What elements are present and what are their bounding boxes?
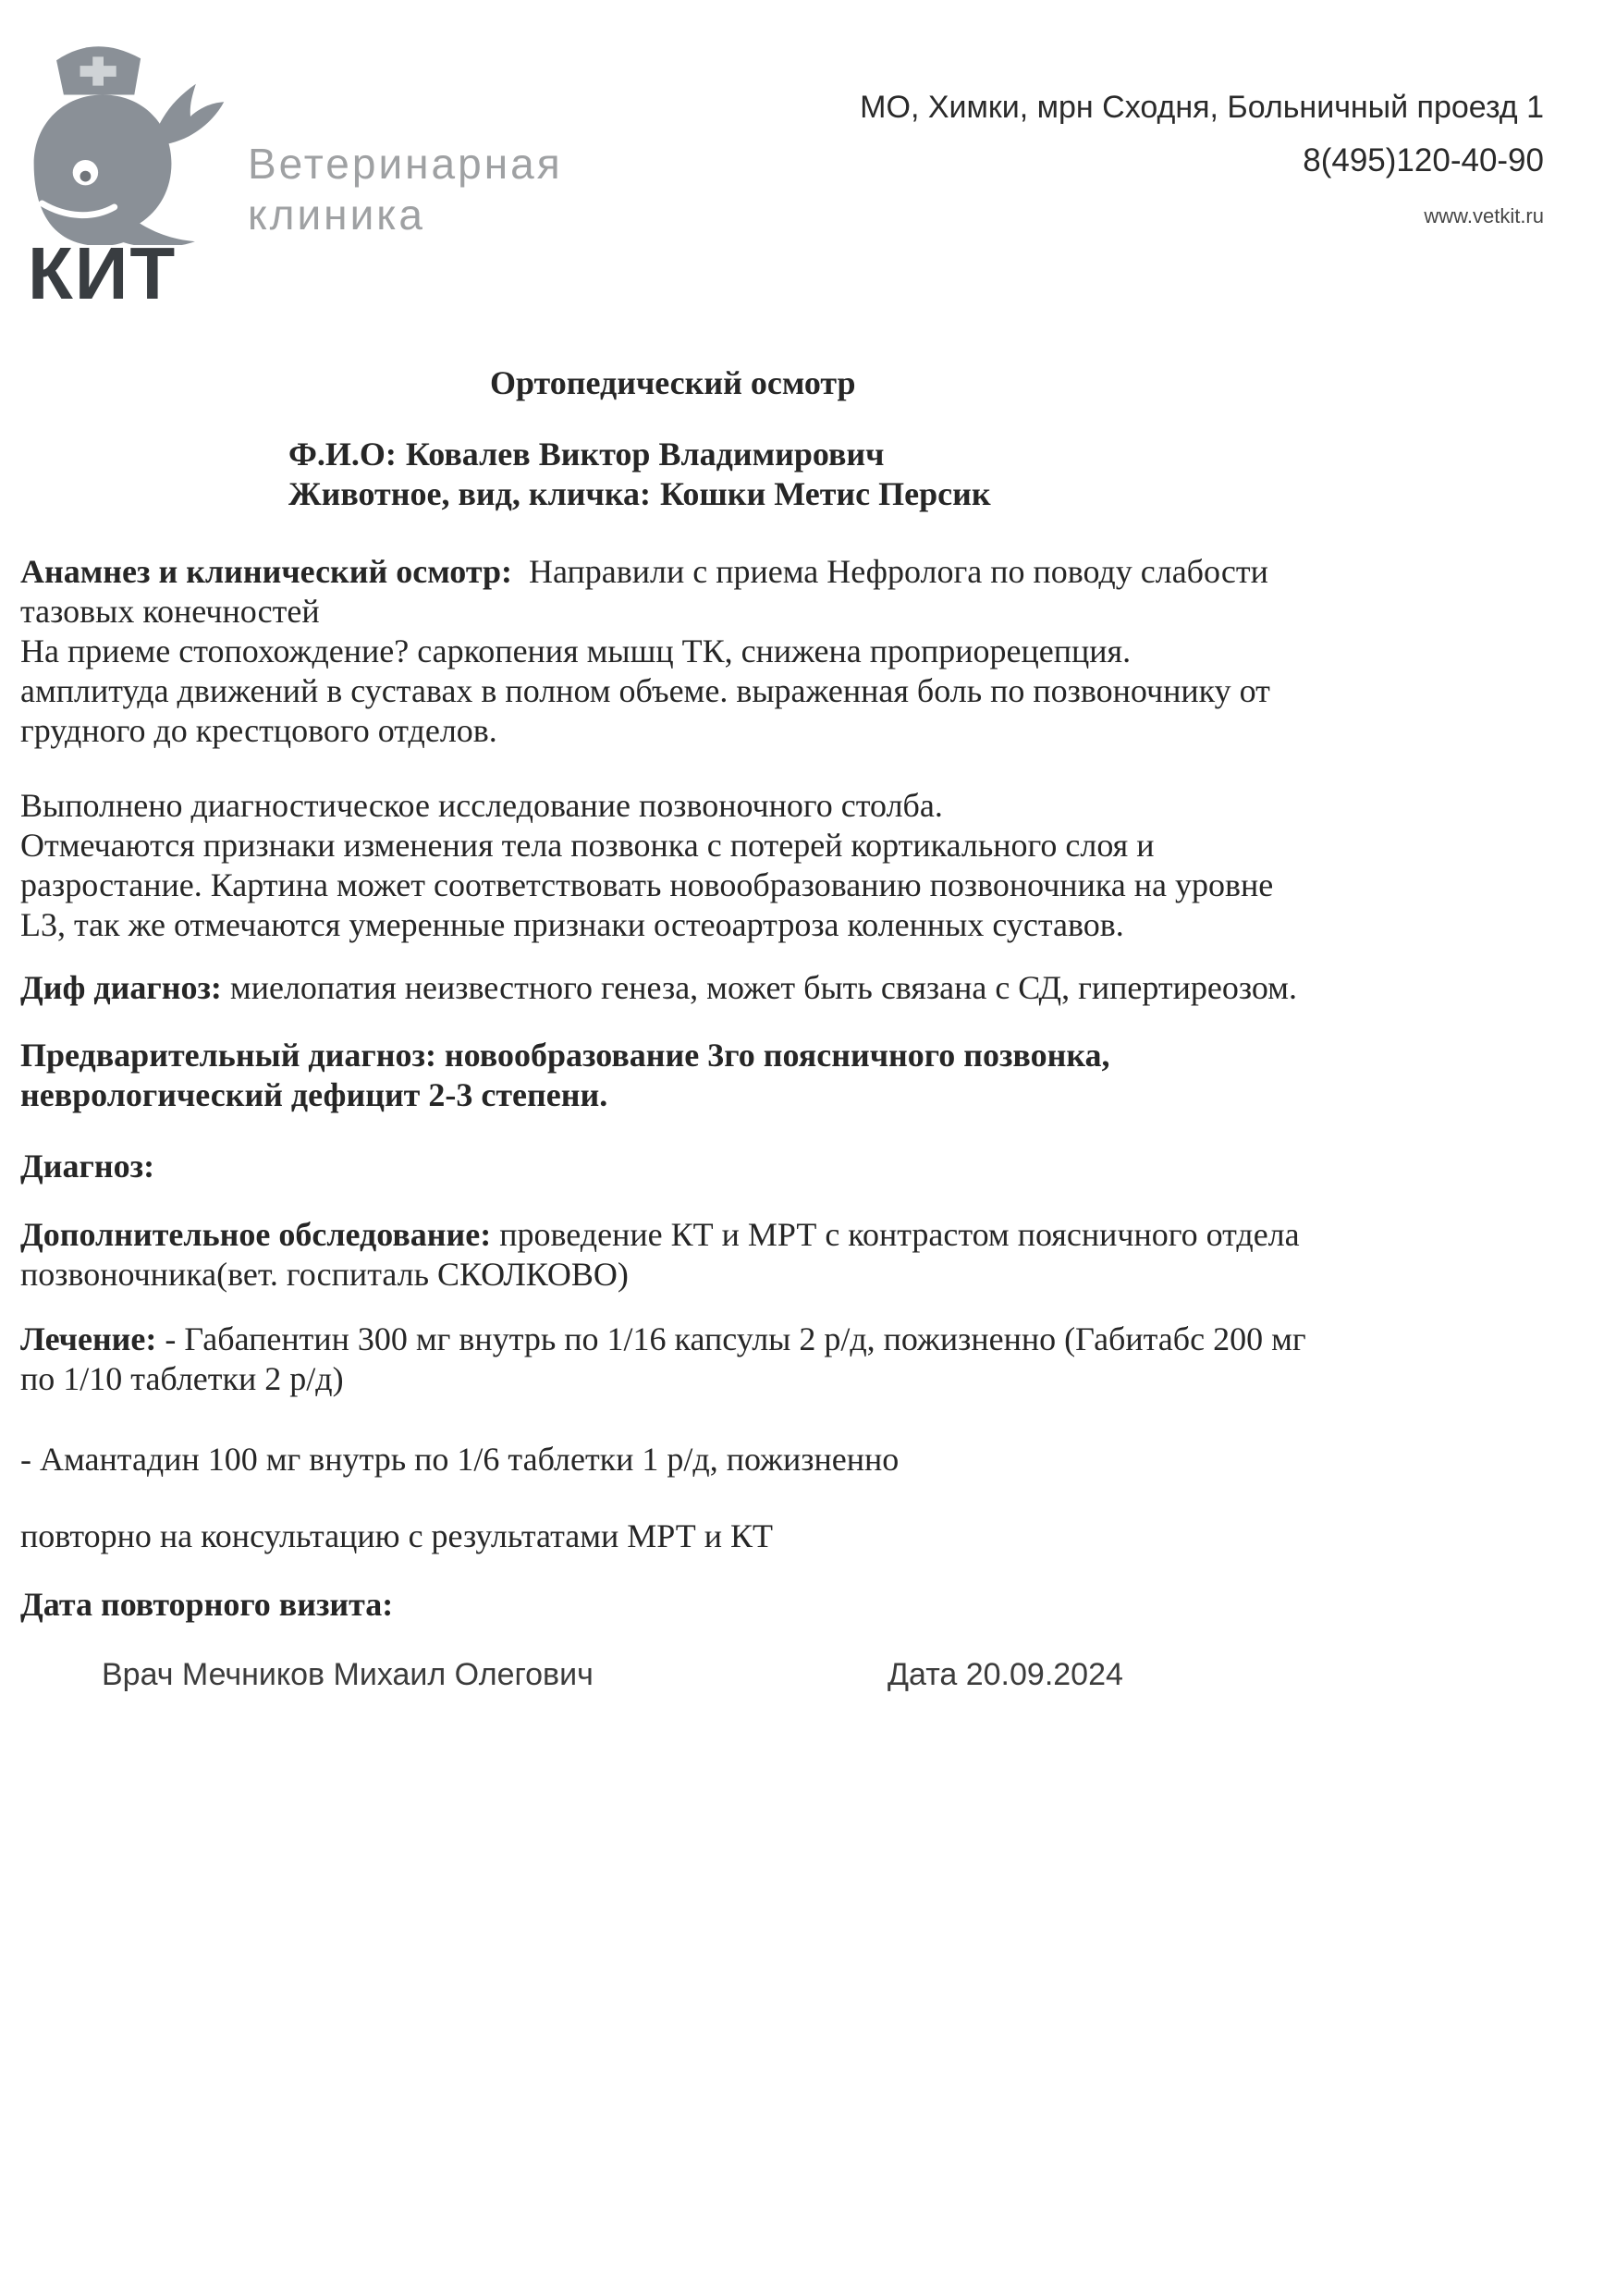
text-line: Выполнено диагностическое исследование позвоночного столба. [20,787,943,824]
clinic-address: МО, Химки, мрн Сходня, Больничный проезд 1 [860,90,1544,125]
document-title: Ортопедический осмотр [490,364,856,401]
clinic-phone: 8(495)120-40-90 [1303,142,1544,178]
section-treatment-2 [20,1440,1592,1480]
text-line: повторно на консультацию с результатами МРТ и КТ [20,1517,774,1554]
text-line: Анамнез и клинический осмотр: Направили с приема Нефролога по поводу слабости [20,553,1268,590]
whale-with-nurse-cap-icon [17,28,234,245]
clinic-website: www.vetkit.ru [1424,204,1544,227]
clinic-type-line2: клиника [248,190,425,239]
section-differential-diagnosis [20,968,1592,1008]
animal-name: Кошки Метис Персик [660,475,991,512]
text-line: L3, так же отмечаются умеренные признаки остеоартроза коленных суставов. [20,906,1124,943]
text-line: неврологический дефицит 2-3 степени. [20,1076,608,1113]
section-follow-up [20,1516,1592,1556]
text-line: позвоночника(вет. госпиталь СКОЛКОВО) [20,1256,629,1293]
document-body [20,552,1592,1625]
animal-label: Животное, вид, кличка: [288,475,652,512]
text-line: Диагноз: [20,1148,155,1185]
clinic-type-line1: Ветеринарная [248,140,563,188]
contact-block [860,89,1544,228]
text-line: Дополнительное обследование: проведение КТ и МРТ с контрастом поясничного отдела [20,1216,1300,1253]
text-line: Отмечаются признаки изменения тела позвонка с потерей кортикального слоя и [20,827,1155,864]
text-line: Предварительный диагноз: новообразование 3го поясничного позвонка, [20,1037,1110,1074]
text-line: грудного до крестцового отделов. [20,712,497,749]
section-diagnostic-study [20,786,1592,945]
patient-info [288,435,991,514]
text-line: Лечение: - Габапентин 300 мг внутрь по 1/16 капсулы 2 р/д, пожизненно (Габитабс 200 мг [20,1320,1306,1357]
text-line: по 1/10 таблетки 2 р/д) [20,1360,344,1397]
text-line: тазовых конечностей [20,593,320,630]
section-additional-examination [20,1215,1592,1295]
owner-line [288,435,991,474]
section-preliminary-diagnosis [20,1036,1592,1115]
clinic-type-label [248,139,563,240]
text-line: амплитуда движений в суставах в полном объеме. выраженная боль по позвоночнику от [20,672,1270,709]
animal-line [288,474,991,514]
section-treatment [20,1320,1592,1399]
section-next-visit-date [20,1585,1592,1625]
brand-name: КИТ [28,232,178,314]
section-anamnesis [20,552,1592,751]
text-line: - Амантадин 100 мг внутрь по 1/6 таблетки 1 р/д, пожизненно [20,1441,900,1478]
text-line: На приеме стопохождение? саркопения мышц ТК, снижена проприорецепция. [20,632,1132,669]
owner-name: Ковалев Виктор Владимирович [405,436,885,473]
owner-label: Ф.И.О: [288,436,397,473]
text-line: Диф диагноз: миелопатия неизвестного генеза, может быть связана с СД, гипертиреозом. [20,969,1297,1006]
doctor-name: Врач Мечников Михаил Олегович [102,1657,594,1692]
section-diagnosis [20,1147,1592,1186]
text-line: Дата повторного визита: [20,1586,394,1623]
text-line: разростание. Картина может соответствовать новообразованию позвоночника на уровне [20,866,1274,903]
visit-date: Дата 20.09.2024 [888,1657,1123,1692]
